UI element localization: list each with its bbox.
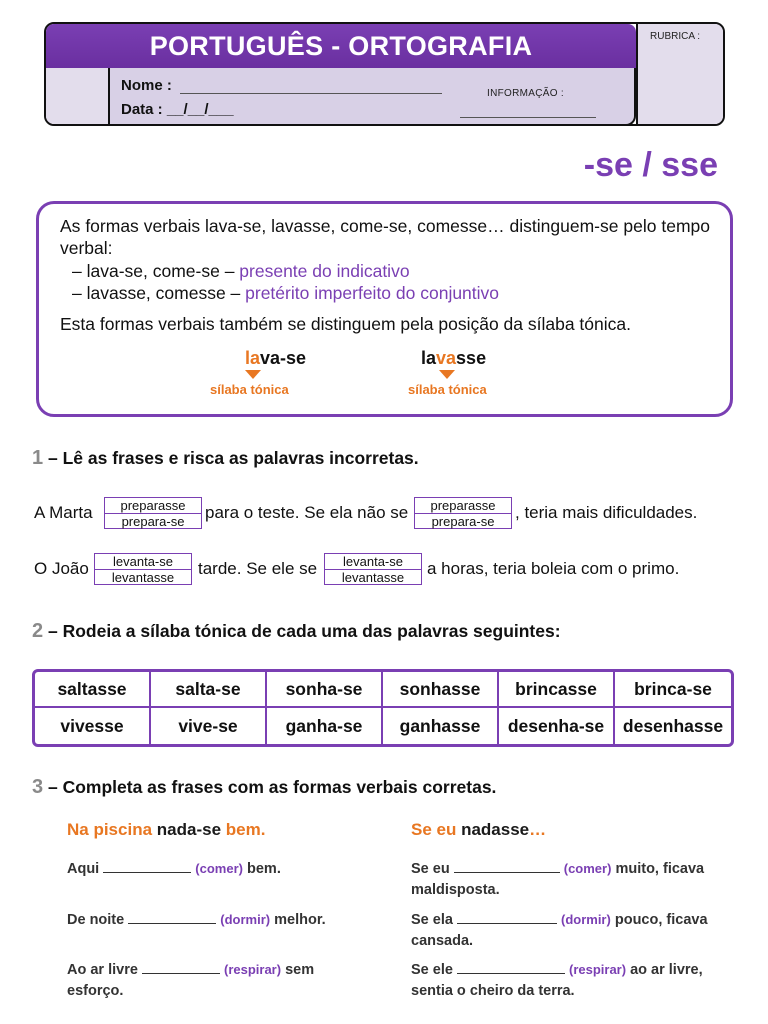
explanation-item-1: – lava-se, come-se – presente do indicativo (72, 261, 410, 281)
answer-blank[interactable] (457, 911, 557, 924)
section-title: -se / sse (583, 146, 718, 184)
q1-s1-text-c: , teria mais dificuldades. (515, 503, 698, 522)
q3-left-item-2: De noite (dormir) melhor. (67, 912, 326, 928)
q1-s2-text-c: a horas, teria boleia com o primo. (427, 559, 680, 578)
q1-s2-choice-1[interactable]: levanta-se levantasse (94, 553, 192, 585)
word-cell[interactable]: ganha-se (267, 708, 383, 744)
word-cell[interactable]: vive-se (151, 708, 267, 744)
tonic-label-2: sílaba tónica (408, 382, 487, 397)
example-lavasse: lavasse (421, 348, 487, 368)
example-lava-se: lava-se (245, 348, 307, 368)
explanation-tonic-note: Esta formas verbais também se distinguem pela posição da sílaba tónica. (60, 314, 631, 334)
question-3-heading: 3 – Completa as frases com as formas verbais corretas. (32, 776, 497, 798)
answer-blank[interactable] (454, 860, 560, 873)
tonic-label-1: sílaba tónica (210, 382, 289, 397)
word-cell[interactable]: saltasse (35, 672, 151, 708)
word-cell[interactable]: brincasse (499, 672, 615, 708)
data-label: Data : __/__/___ (121, 101, 234, 118)
word-cell[interactable]: sonhasse (383, 672, 499, 708)
nome-label: Nome : (121, 77, 172, 94)
word-cell[interactable]: sonha-se (267, 672, 383, 708)
question-1-heading: 1 – Lê as frases e risca as palavras incorretas. (32, 447, 419, 469)
answer-blank[interactable] (128, 911, 216, 924)
answer-blank[interactable] (142, 961, 220, 974)
q1-s1-choice-1[interactable]: preparasse prepara-se (104, 497, 202, 529)
informacao-label: INFORMAÇÃO : (487, 88, 564, 99)
syllable-table (32, 669, 734, 747)
q1-s1-choice-2[interactable]: preparasse prepara-se (414, 497, 512, 529)
q3-right-item-3: Se ele (respirar) ao ar livre, sentia o cheiro da terra. (411, 962, 703, 999)
q3-right-heading: Se eu nadasse… (411, 820, 547, 839)
q3-left-heading: Na piscina nada-se bem. (67, 820, 266, 839)
q1-s2-choice-2[interactable]: levanta-se levantasse (324, 553, 422, 585)
word-cell[interactable]: brinca-se (615, 672, 731, 708)
explanation-item-2: – lavasse, comesse – pretérito imperfeito do conjuntivo (72, 283, 500, 303)
header-left-cell (46, 68, 108, 124)
answer-blank[interactable] (457, 961, 565, 974)
q3-left-item-3: Ao ar livre (respirar) sem esforço. (67, 962, 315, 999)
informacao-field[interactable] (460, 117, 596, 118)
word-cell[interactable]: desenha-se (499, 708, 615, 744)
tonic-arrow-icon (439, 370, 455, 379)
question-2-heading: 2 – Rodeia a sílaba tónica de cada uma das palavras seguintes: (32, 620, 561, 642)
q3-right-item-2: Se ela (dormir) pouco, ficava cansada. (411, 912, 708, 949)
word-cell[interactable]: salta-se (151, 672, 267, 708)
word-cell[interactable]: vivesse (35, 708, 151, 744)
q1-s2-text-b: tarde. Se ele se (198, 559, 318, 578)
word-cell[interactable]: ganhasse (383, 708, 499, 744)
nome-field[interactable] (180, 93, 442, 94)
page-title: PORTUGUÊS - ORTOGRAFIA (149, 31, 533, 61)
answer-blank[interactable] (103, 860, 191, 873)
rubrica-label: RUBRICA : (650, 31, 701, 42)
explanation-intro: As formas verbais lava-se, lavasse, come-se, comesse… distinguem-se pelo tempo verbal: (60, 216, 710, 258)
tonic-arrow-icon (245, 370, 261, 379)
q1-s1-text-a: A Marta (34, 503, 93, 522)
q1-s2-text-a: O João (34, 559, 89, 578)
q1-s1-text-b: para o teste. Se ela não se (205, 503, 409, 522)
q3-left-item-1: Aqui (comer) bem. (67, 861, 281, 877)
q3-right-item-1: Se eu (comer) muito, ficava maldisposta. (411, 861, 705, 898)
word-cell[interactable]: desenhasse (622, 715, 724, 736)
